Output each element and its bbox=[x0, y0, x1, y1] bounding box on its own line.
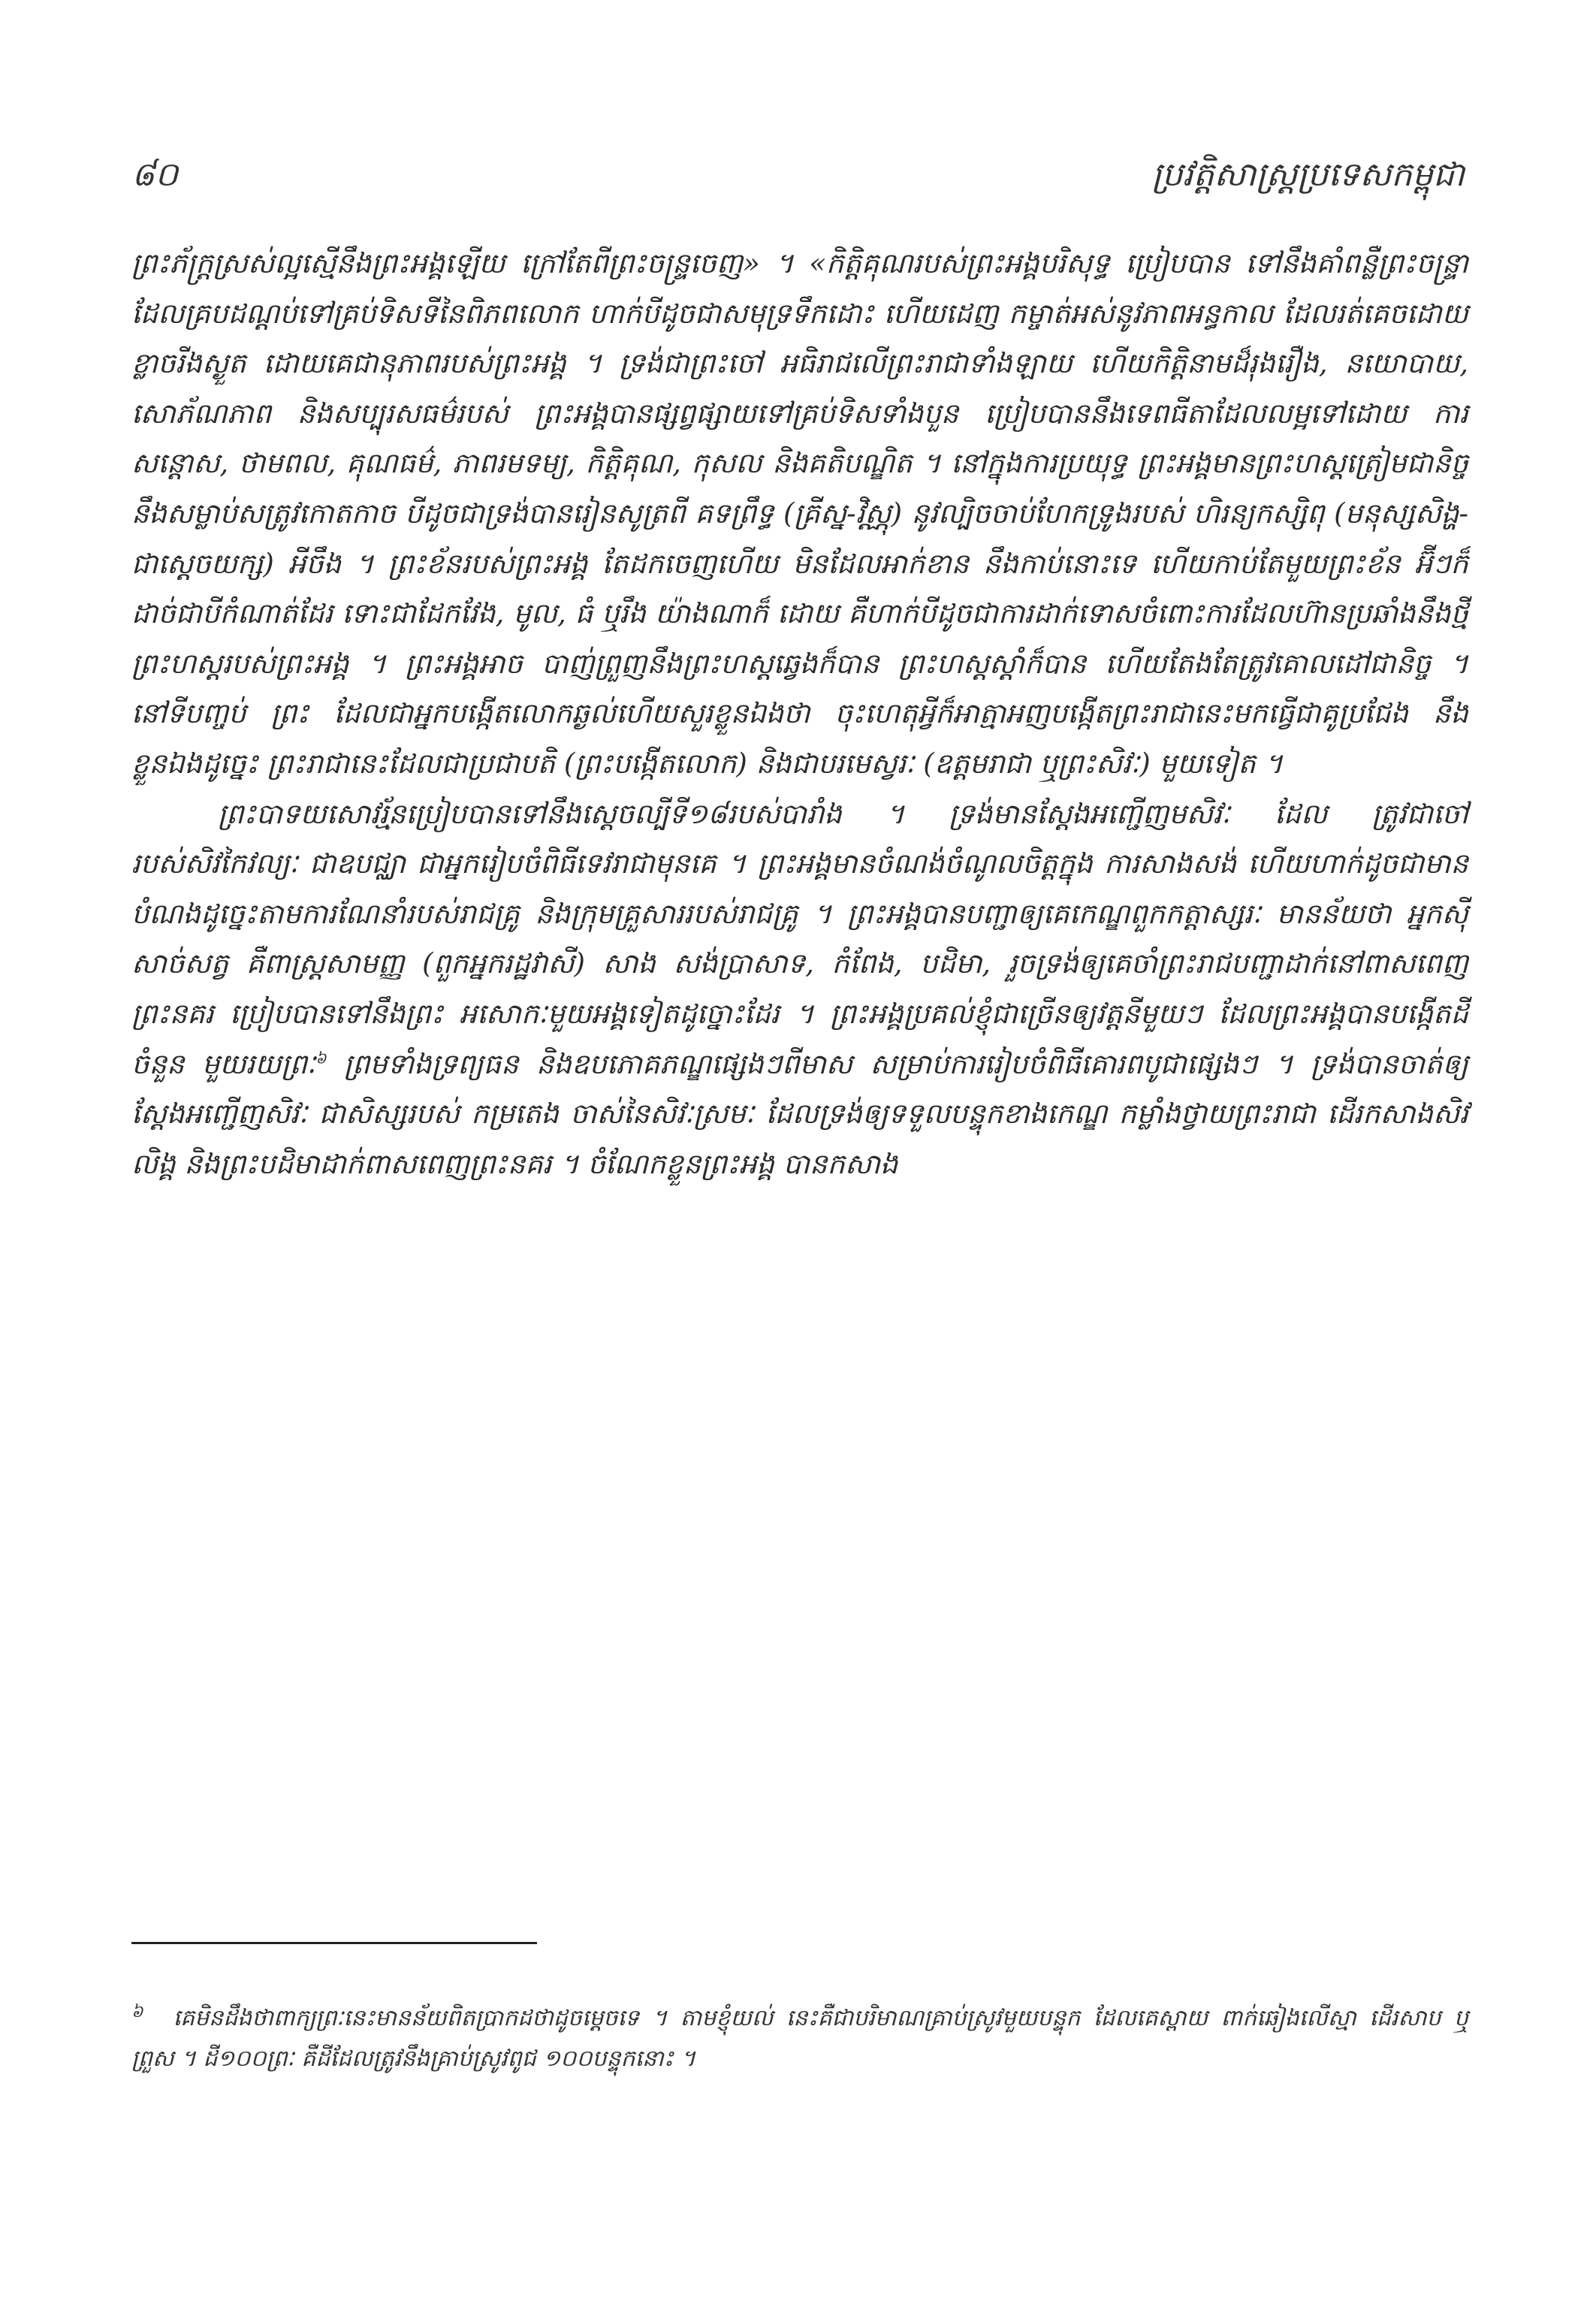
body-text bbox=[131, 239, 1468, 1189]
footnote-reference[interactable]: ៦ bbox=[315, 1049, 327, 1067]
page-number: ៨០ bbox=[131, 156, 179, 194]
paragraph-2-text-b: ព្រមទាំងទ្រព្យធន និងឧបភោគភណ្ឌផ្សេងៗពីមាស សម្រាប់ការរៀបចំពិធីគោរពបូជាផ្សេងៗ ។ ទ្រង់បានចាត់ឲ្យស្ដែងអញ្ជើញសិវៈ ជាសិស្សរបស់ កម្រតេង ចាស់នៃសិវៈស្រមៈ ដែលទ្រង់ឲ្យទទួលបន្ទុកខាងកេណ្ឌ កម្លាំងថ្វាយព្រះរាជា ដើរកសាងសិវលិង្គ និងព្រះបដិមាដាក់ពាសពេញព្រះនគរ ។ ចំណែកខ្លួនព្រះអង្គ បានកសាង bbox=[131, 1047, 1468, 1180]
footnote bbox=[131, 1998, 1468, 2079]
paragraph-2 bbox=[131, 790, 1468, 1190]
running-title: ប្រវត្តិសាស្ត្រប្រទេសកម្ពុជា bbox=[1151, 156, 1465, 194]
paragraph-1: ព្រះភ័ក្ត្រស្រស់ល្អស្មើនឹងព្រះអង្គឡើយ ក្រៅតែពីព្រះចន្ទ្រចេញ» ។ «កិត្តិគុណរបស់ព្រះអង្គបរិសុទ្ធ ប្រៀបបាន ទៅនឹងគាំពន្លឺព្រះចន្ទ្រា ដែលគ្របដណ្ដប់ទៅគ្រប់ទិសទីនៃពិភពលោក ហាក់បីដូចជាសមុទ្រទឹកដោះ ហើយដេញ កម្ចាត់អស់នូវភាពអន្ធកាល ដែលរត់គេចដោយខ្លាចរីងស្ងួត ដោយគេជានុភាពរបស់ព្រះអង្គ ។ ទ្រង់ជាព្រះចៅ អធិរាជលើព្រះរាជាទាំងឡាយ ហើយកិត្តិនាមដ៏រុងរឿង, នយោបាយ, សោភ័ណភាព និងសប្បុរសធម៌របស់ ព្រះអង្គបានផ្សព្វផ្សាយទៅគ្រប់ទិសទាំងបួន ប្រៀបបាននឹងទេពធីតាដែលលម្អទៅដោយ ការសន្តោស, ថាមពល, គុណធម៌, ភាពរមទម្យ, កិត្តិគុណ, កុសល និងគតិបណ្ឌិត ។ នៅក្នុងការប្រយុទ្ធ ព្រះអង្គមានព្រះហស្តត្រៀមជានិច្ច នឹងសម្លាប់សត្រូវកោតកាច បីដូចជាទ្រង់បានរៀនសូត្រពី គទព្រឹទ្ធ (គ្រីស្ន-វិស្ណុ) នូវល្បិចចាប់ហែកទ្រូងរបស់ ហិរន្យកស្សិពុ (មនុស្សសិង្ហ-ជាស្ដេចយក្ស) អីចឹង ។ ព្រះខ័នរបស់ព្រះអង្គ តែដកចេញហើយ មិនដែលអាក់ខាន នឹងកាប់នោះទេ ហើយកាប់តែមួយព្រះខ័ន អ៊ីៗក៏ដាច់ជាបីកំណាត់ដែរ ទោះជាដែកវែង, មូល, ធំ ឬរឹង យ៉ាងណាក៏ ដោយ គឺហាក់បីដូចជាការដាក់ទោសចំពោះការដែលហ៊ានប្រឆាំងនឹងថ្មីព្រះហស្តរបស់ព្រះអង្គ ។ ព្រះអង្គអាច បាញ់ព្រួញនឹងព្រះហស្តឆ្វេងក៏បាន ព្រះហស្តស្ដាំក៏បាន ហើយតែងតែត្រូវគោលដៅជានិច្ច ។ នៅទីបញ្ចប់ ព្រះ ដែលជាអ្នកបង្កើតលោកឆ្ងល់ហើយសួរខ្លួនឯងថា ចុះហេតុអ្វីក៏អាត្មាអញបង្កើតព្រះរាជានេះមកធ្វើជាគូប្រជែង នឹងខ្លួនឯងដូច្នេះ ព្រះរាជានេះដែលជាប្រជាបតិ (ព្រះបង្កើតលោក) និងជាបរមេស្វរៈ (ឧត្ដមរាជា ឬព្រះសិវៈ) មួយទៀត ។ bbox=[131, 247, 1468, 780]
paragraph-2-text-a: ព្រះបាទយសោវរ្ម័នប្រៀបបានទៅនឹងស្ដេចល្បីទី១៨របស់បារាំង ។ ទ្រង់មានស្ដែងអញ្ជើញមសិវៈ ដែល ត្រូវជាចៅរបស់សិវកៃវល្យៈ ជាឧបជ្ឈា ជាអ្នករៀបចំពិធីទេវរាជាមុនគេ ។ ព្រះអង្គមានចំណង់ចំណូលចិត្តក្នុង ការសាងសង់ ហើយហាក់ដូចជាមានបំណងដូច្នេះតាមការណែនាំរបស់រាជគ្រូ និងក្រុមគ្រួសាររបស់រាជគ្រូ ។ ព្រះអង្គបានបញ្ជាឲ្យគេកេណ្ឌពួកកត្តាស្សរៈ មានន័យថា អ្នកស៊ីសាច់សត្វ គឺពាស្ត្រសាមញ្ញ (ពួកអ្នករដ្ឋវាសី) សាង សង់ប្រាសាទ, កំពែង, បដិមា, រួចទ្រង់ឲ្យគេចាំព្រះរាជបញ្ជាដាក់នៅពាសពេញព្រះនគរ ប្រៀបបានទៅនឹងព្រះ អសោកៈមួយអង្គទៀតដូច្នោះដែរ ។ ព្រះអង្គប្រគល់ខ្ញុំជាច្រើនឲ្យវត្តនីមួយៗ ដែលព្រះអង្គបានបង្កើតដីចំនួន មួយរយព្រៈ bbox=[131, 797, 1468, 1080]
footnote-text: គេមិនដឹងថាពាក្យព្រៈនេះមានន័យពិតប្រាកដថាដូចម្ដេចទេ ។ តាមខ្ញុំយល់ នេះគឺជាបរិមាណគ្រាប់ស្រូវមួយបន្ទុក ដែលគេស្ពាយ ពាក់ឆៀងលើស្មា ដើរសាប ឬព្រួស ។ ដី១០០ព្រៈ គឺដីដែលត្រូវនឹងគ្រាប់ស្រូវពូជ ១០០បន្ទុកនោះ ។ bbox=[131, 2005, 1468, 2072]
footnote-mark: ៦ bbox=[131, 2003, 143, 2022]
footnote-divider bbox=[131, 1942, 537, 1944]
page-header bbox=[131, 154, 1465, 214]
